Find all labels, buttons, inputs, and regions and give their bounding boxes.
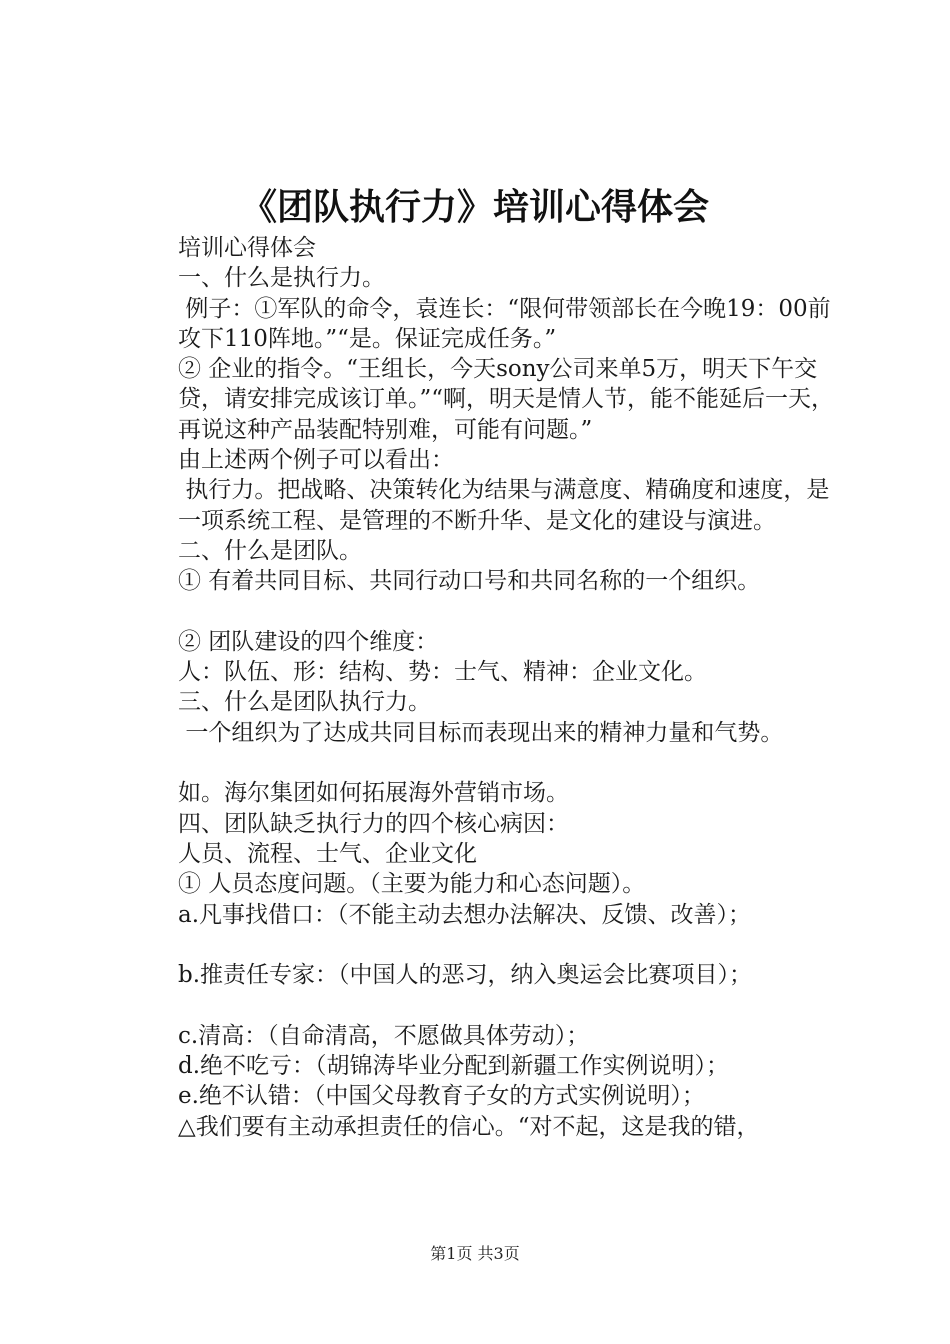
paragraph-causes: 人员、流程、士气、企业文化	[178, 840, 477, 867]
blank-line	[130, 930, 842, 960]
blank-line	[130, 990, 842, 1020]
paragraph-example-2: ② 企业的指令。“王组长，今天sony公司来单5万，明天下午交贷，请安排完成该订单。”“啊，明天是情人节，能不能延后一天，再说这种产品装配特别难，可能有问题。”	[178, 356, 835, 443]
list-item-b: b.推责任专家：（中国人的恶习，纳入奥运会比赛项目）；	[178, 962, 753, 989]
heading-section-2: 二、什么是团队。	[178, 537, 362, 564]
paragraph-example-1: 例子：①军队的命令，袁连长：“限何带领部长在今晚19：00前攻下110阵地。”“是。保证完成任务。”	[178, 295, 831, 352]
list-item-c: c.清高：（自命清高，不愿做具体劳动）；	[178, 1022, 590, 1049]
list-item-d: d.绝不吃亏：（胡锦涛毕业分配到新疆工作实例说明）；	[178, 1053, 730, 1080]
list-item-a: a.凡事找借口：（不能主动去想办法解决、反馈、改善）；	[178, 901, 752, 928]
blank-line	[130, 748, 842, 778]
paragraph-conclusion-intro: 由上述两个例子可以看出：	[178, 447, 454, 474]
paragraph-team-def: ① 有着共同目标、共同行动口号和共同名称的一个组织。	[178, 568, 761, 595]
paragraph-team-execution: 一个组织为了达成共同目标而表现出来的精神力量和气势。	[178, 719, 784, 746]
heading-section-4: 四、团队缺乏执行力的四个核心病因：	[178, 810, 569, 837]
paragraph-dimension-list: 人：队伍、形：结构、势：士气、精神：企业文化。	[178, 659, 707, 686]
page-footer: 第1页 共3页	[430, 1244, 520, 1263]
heading-section-3: 三、什么是团队执行力。	[178, 689, 431, 716]
paragraph-haier-example: 如。海尔集团如何拓展海外营销市场。	[178, 780, 569, 807]
paragraph-subtitle: 培训心得体会	[178, 235, 316, 261]
paragraph-definition: 执行力。把战略、决策转化为结果与满意度、精确度和速度，是一项系统工程、是管理的不断升华、是文化的建设与演进。	[178, 477, 830, 534]
paragraph-responsibility: △我们要有主动承担责任的信心。“对不起，这是我的错，	[178, 1113, 760, 1140]
list-item-e: e.绝不认错：（中国父母教育子女的方式实例说明）；	[178, 1083, 705, 1110]
paragraph-dimensions: ② 团队建设的四个维度：	[178, 628, 439, 655]
paragraph-attitude: ① 人员态度问题。（主要为能力和心态问题）。	[178, 871, 646, 898]
heading-section-1: 一、什么是执行力。	[178, 265, 385, 292]
document-body	[130, 233, 842, 1142]
blank-line	[130, 597, 842, 627]
document-title: 《团队执行力》培训心得体会	[240, 186, 709, 228]
